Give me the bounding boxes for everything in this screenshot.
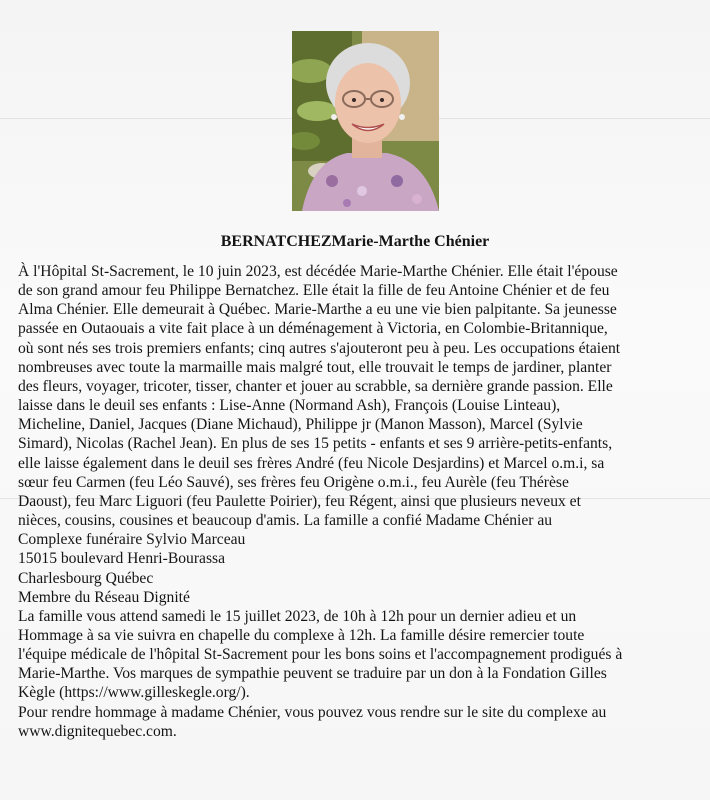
obituary-title: BERNATCHEZMarie-Marthe Chénier bbox=[220, 233, 490, 250]
funeral-home-address: 15015 boulevard Henri-Bourassa bbox=[18, 550, 225, 568]
body-line: sœur feu Carmen (feu Léo Sauvé), ses frères feu Origène o.m.i., feu Aurèle (feu Thérèse bbox=[18, 473, 569, 491]
body-line: l'équipe médicale de l'hôpital St-Sacrement pour les bons soins et l'accompagnement prodigués à bbox=[18, 646, 623, 664]
portrait-image bbox=[292, 31, 439, 211]
body-line: de son grand amour feu Philippe Bernatchez. Elle était la fille de feu Antoine Chénier et de feu bbox=[18, 282, 610, 300]
body-line: Pour rendre hommage à madame Chénier, vous pouvez vous rendre sur le site du complexe au bbox=[18, 703, 607, 721]
obituary-body bbox=[18, 262, 708, 741]
body-line: À l'Hôpital St-Sacrement, le 10 juin 2023, est décédée Marie-Marthe Chénier. Elle était l'épouse bbox=[18, 263, 618, 280]
network-membership: Membre du Réseau Dignité bbox=[18, 588, 190, 606]
body-line: passée en Outaouais a vite fait place à un déménagement à Victoria, en Colombie-Britannique, bbox=[18, 320, 608, 338]
body-line: Simard), Nicolas (Rachel Jean). En plus de ses 15 petits - enfants et ses 9 arrière-petits-enfants, bbox=[18, 435, 613, 453]
body-line: nièces, cousins, cousines et beaucoup d'amis. La famille a confié Madame Chénier au bbox=[18, 512, 553, 530]
body-line: Marie-Marthe. Vos marques de sympathie peuvent se traduire par un don à la Fondation Gilles bbox=[18, 665, 607, 683]
body-line: où sont nés ses trois premiers enfants; cinq autres s'ajouteront peu à peu. Les occupations étaient bbox=[18, 339, 621, 357]
funeral-home-city: Charlesbourg Québec bbox=[18, 569, 154, 587]
portrait-photo bbox=[292, 31, 439, 211]
body-line: Hommage à sa vie suivra en chapelle du complexe à 12h. La famille désire remercier toute bbox=[18, 626, 585, 644]
body-line: des fleurs, voyager, tricoter, tisser, chanter et jouer au scrabble, sa dernière grande passion. Elle bbox=[18, 377, 613, 395]
body-line: laisse dans le deuil ses enfants : Lise-Anne (Normand Ash), François (Louise Linteau), bbox=[18, 397, 561, 415]
body-line: Daoust), feu Marc Liguori (feu Paulette Poirier), feu Régent, ainsi que plusieurs neveux et bbox=[18, 492, 581, 510]
body-line: Alma Chénier. Elle demeurait à Québec. Marie-Marthe a eu une vie bien palpitante. Sa jeunesse bbox=[18, 301, 617, 319]
body-line: Micheline, Daniel, Jacques (Diane Michaud), Philippe jr (Manon Masson), Marcel (Sylvie bbox=[18, 416, 583, 434]
body-line: La famille vous attend samedi le 15 juillet 2023, de 10h à 12h pour un dernier adieu et un bbox=[18, 607, 577, 625]
donation-link[interactable]: Kègle (https://www.gilleskegle.org/). bbox=[18, 684, 250, 702]
body-line: elle laisse également dans le deuil ses frères André (feu Nicole Desjardins) et Marcel o.m.i, sa bbox=[18, 454, 605, 472]
body-line: nombreuses avec toute la marmaille mais malgré tout, elle trouvait le temps de jardiner, planter bbox=[18, 358, 612, 376]
website-link[interactable]: www.dignitequebec.com. bbox=[18, 722, 177, 740]
funeral-home-name: Complexe funéraire Sylvio Marceau bbox=[18, 531, 246, 549]
